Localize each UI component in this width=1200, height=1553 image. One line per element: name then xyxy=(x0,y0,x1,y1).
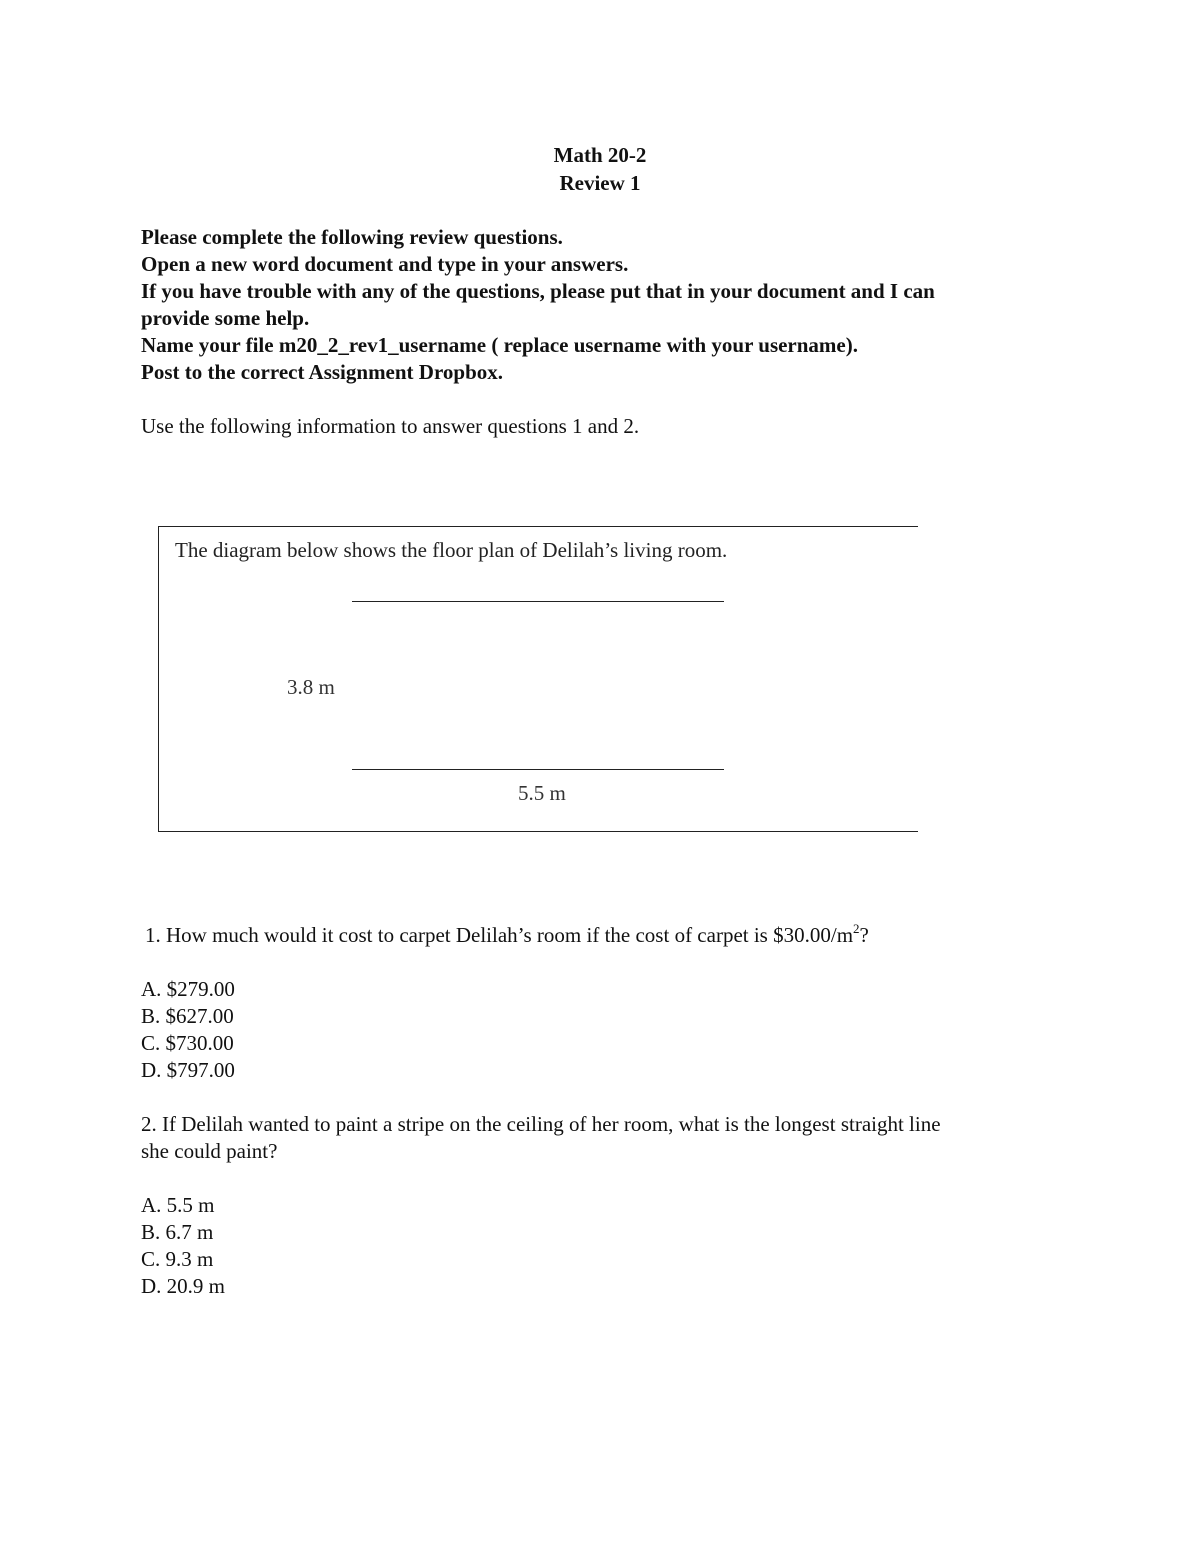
instruction-line: If you have trouble with any of the questions, please put that in your document and I can xyxy=(141,279,935,303)
question-2-option-d: D. 20.9 m xyxy=(141,1274,225,1298)
instruction-line: Open a new word document and type in your answers. xyxy=(141,252,629,276)
question-1 xyxy=(145,922,869,949)
floor-plan-diagram xyxy=(158,526,918,832)
intro-text: Use the following information to answer questions 1 and 2. xyxy=(141,414,640,438)
instruction-line: Post to the correct Assignment Dropbox. xyxy=(141,360,504,384)
question-1-option-d: D. $797.00 xyxy=(141,1058,235,1082)
document-title: Math 20-2 xyxy=(553,143,647,167)
instruction-line: Name your file m20_2_rev1_username ( replace username with your username). xyxy=(141,333,858,357)
document-subtitle: Review 1 xyxy=(559,171,641,195)
question-2-line-2: she could paint? xyxy=(141,1139,278,1163)
diagram-caption: The diagram below shows the floor plan of Delilah’s living room. xyxy=(175,538,728,562)
instruction-line: Please complete the following review questions. xyxy=(141,225,563,249)
question-2-option-b: B. 6.7 m xyxy=(141,1220,214,1244)
room-top-edge xyxy=(352,601,724,602)
question-1-suffix: ? xyxy=(859,923,869,947)
width-dimension-label: 5.5 m xyxy=(518,781,566,805)
room-bottom-edge xyxy=(352,769,724,770)
instruction-line: provide some help. xyxy=(141,306,310,330)
question-1-exponent: 2 xyxy=(853,921,860,936)
question-2-option-a: A. 5.5 m xyxy=(141,1193,215,1217)
question-1-option-a: A. $279.00 xyxy=(141,977,235,1001)
height-dimension-label: 3.8 m xyxy=(287,675,335,699)
question-1-text: 1. How much would it cost to carpet Delilah’s room if the cost of carpet is $30.00/m xyxy=(145,923,854,947)
question-1-option-c: C. $730.00 xyxy=(141,1031,234,1055)
question-2-line-1: 2. If Delilah wanted to paint a stripe on the ceiling of her room, what is the longest straight line xyxy=(141,1112,941,1136)
question-2-option-c: C. 9.3 m xyxy=(141,1247,214,1271)
question-1-option-b: B. $627.00 xyxy=(141,1004,234,1028)
